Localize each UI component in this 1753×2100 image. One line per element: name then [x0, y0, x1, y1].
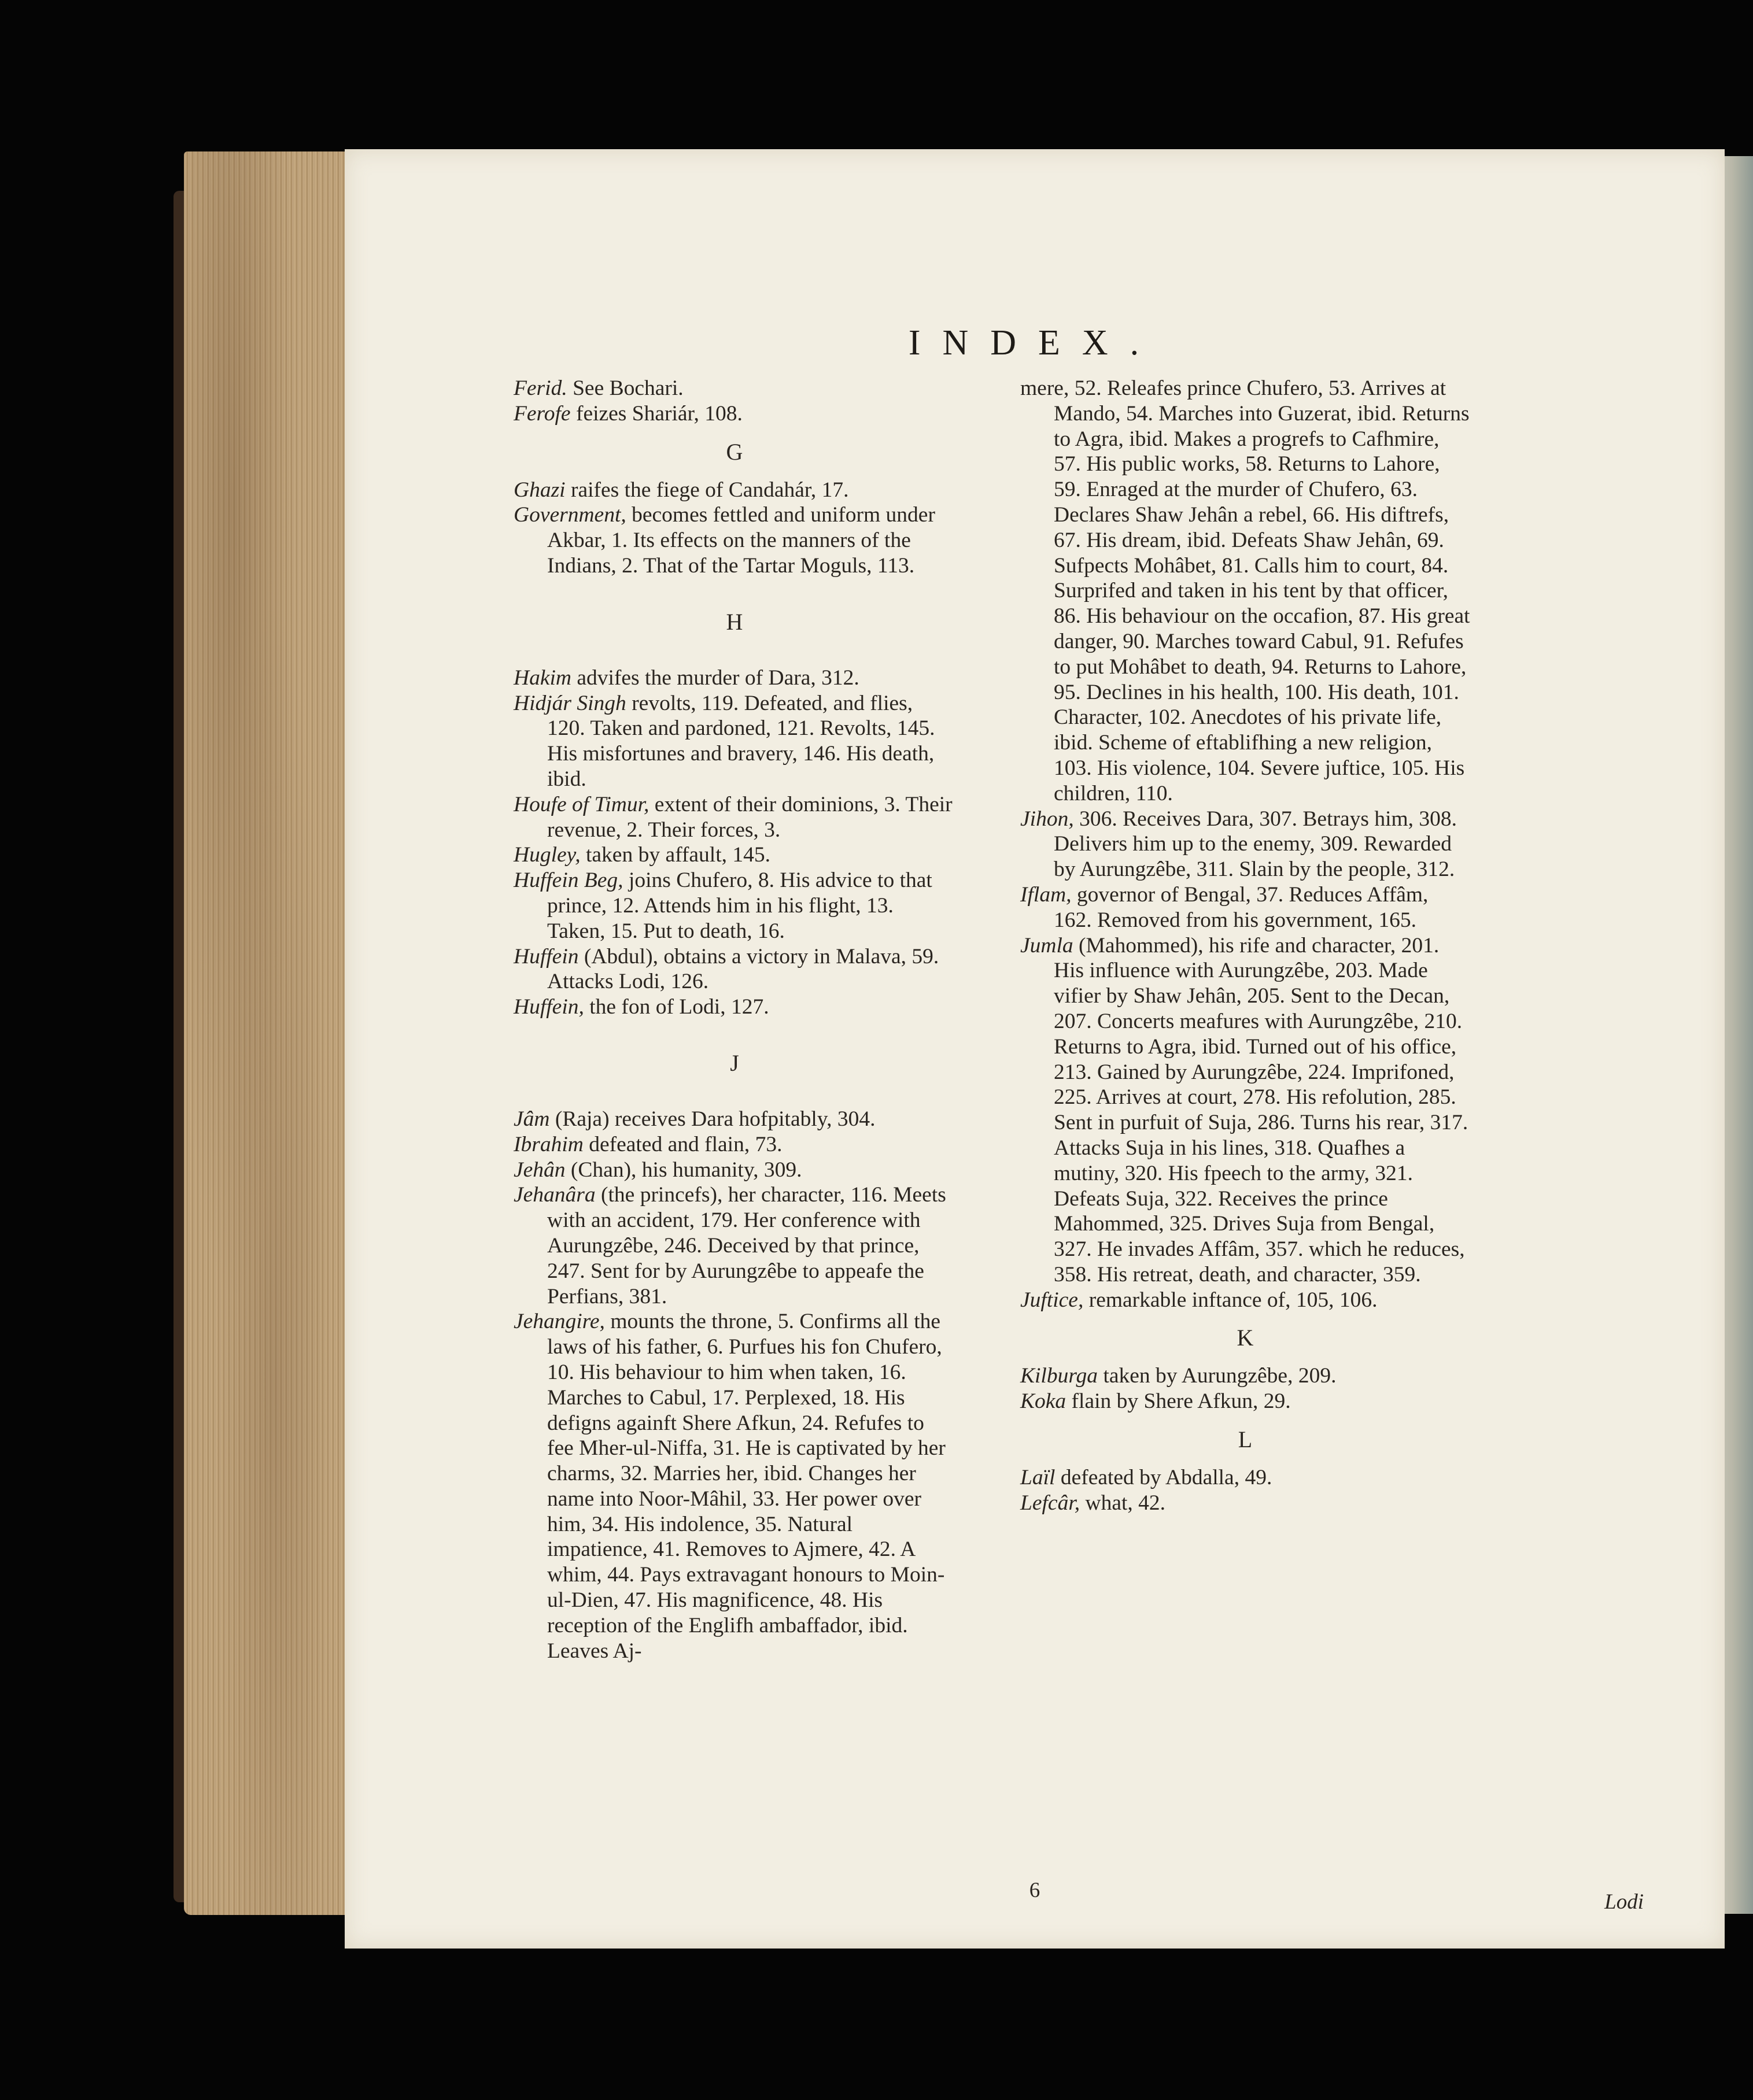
- entry-heading: Laïl: [1020, 1466, 1056, 1490]
- entry-heading: Jâm: [514, 1107, 550, 1131]
- index-entry: [1020, 933, 1470, 1288]
- section-letter: K: [1237, 1325, 1254, 1351]
- entry-heading: Huffein Beg,: [514, 868, 623, 893]
- entry-heading: Ghazi: [514, 478, 566, 502]
- entry-text: 306. Receives Dara, 307. Betrays him, 308. Delivers him up to the enemy, 309. Rewarded by Aurungzêbe, 311. Slain by the people, 312.: [1054, 807, 1457, 882]
- index-entry: [514, 1182, 955, 1309]
- entry-heading: Kilburga: [1020, 1364, 1098, 1388]
- entry-text: governor of Bengal, 37. Reduces Affâm, 162. Removed from his government, 165.: [1054, 882, 1429, 932]
- entry-text: what, 42.: [1080, 1491, 1166, 1515]
- index-entry: [514, 401, 955, 427]
- index-entry-continued: [1020, 376, 1470, 807]
- entry-heading: Huffein: [514, 944, 579, 968]
- entry-text: (Chan), his humanity, 309.: [565, 1158, 802, 1182]
- index-entry: [514, 792, 955, 843]
- index-entry: [514, 1158, 955, 1183]
- entry-heading: Jumla: [1020, 933, 1073, 957]
- index-entry: [514, 868, 955, 944]
- entry-text: raifes the fiege of Candahár, 17.: [565, 478, 849, 502]
- entry-text: the fon of Lodi, 127.: [584, 995, 769, 1019]
- entry-text: taken by affault, 145.: [580, 843, 770, 867]
- entry-text: mere, 52. Releafes prince Chufero, 53. Arrives at Mando, 54. Marches into Guzerat, ibid. Returns to Agra, ibid. Makes a progrefs to Cafhmire, 57. His public works, 58. Returns to Lahore, 59. Enraged at the murder of Chufero, 63. Declares Shaw Jehân a rebel, 66. His diftrefs, 67. His dream, ibid. Defeats Shaw Jehân, 69. Sufpects Mohâbet, 81. Calls him to court, 84. Surprifed and taken in his tent by that officer, 86. His behaviour on the occafion, 87. His great danger, 90. Marches toward Cabul, 91. Refufes to put Mohâbet to death, 94. Returns to Lahore, 95. Declines in his health, 100. His death, 101. Character, 102. Anecdotes of his private life, ibid. Scheme of eftablifhing a new religion, 103. His violence, 104. Severe juftice, 105. His children, 110.: [1020, 376, 1470, 805]
- index-entry: [514, 666, 955, 691]
- entry-text: defeated by Abdalla, 49.: [1055, 1466, 1272, 1490]
- index-entry: [514, 376, 955, 401]
- entry-heading: Ferid.: [514, 376, 567, 400]
- entry-text: See Bochari.: [567, 376, 684, 400]
- index-entry: [514, 1132, 955, 1158]
- index-entry: [514, 994, 955, 1020]
- entry-heading: Lefcâr,: [1020, 1491, 1080, 1515]
- entry-heading: Koka: [1020, 1389, 1066, 1414]
- page-fore-edge: [184, 151, 347, 1915]
- index-entry: [1020, 882, 1470, 933]
- entry-heading: Hakim: [514, 666, 571, 690]
- section-letter: L: [1238, 1426, 1253, 1453]
- index-page: [345, 149, 1725, 1949]
- index-entry: [514, 1309, 955, 1663]
- entry-heading: Jehanâra: [514, 1183, 596, 1207]
- signature-mark: 6: [1029, 1879, 1040, 1902]
- index-entry: [514, 944, 955, 995]
- index-entry: [514, 478, 955, 503]
- index-entry: [514, 502, 955, 578]
- index-entry: [514, 691, 955, 792]
- right-column: [1020, 376, 1470, 1516]
- entry-text: flain by Shere Afkun, 29.: [1066, 1389, 1291, 1414]
- entry-heading: Huffein,: [514, 995, 584, 1019]
- page-header: INDEX.: [908, 323, 1161, 363]
- entry-text: becomes fettled and uniform under Akbar, 1. Its effects on the manners of the Indians, 2. That of the Tartar Moguls, 113.: [547, 503, 935, 578]
- entry-heading: Ibrahim: [514, 1132, 584, 1156]
- entry-text: advifes the murder of Dara, 312.: [571, 666, 859, 690]
- entry-heading: Jehân: [514, 1158, 566, 1182]
- index-entry: [1020, 1288, 1470, 1313]
- entry-heading: Houfe of Timur,: [514, 792, 649, 816]
- index-entry: [1020, 1363, 1470, 1389]
- entry-text: (Raja) receives Dara hofpitably, 304.: [549, 1107, 876, 1131]
- section-letter: J: [730, 1049, 739, 1076]
- entry-heading: Hugley,: [514, 843, 581, 867]
- section-letter: G: [726, 438, 743, 465]
- entry-text: remarkable inftance of, 105, 106.: [1083, 1288, 1378, 1312]
- entry-heading: Juftice,: [1020, 1288, 1084, 1312]
- entry-text: defeated and flain, 73.: [583, 1132, 783, 1156]
- section-letter: H: [726, 608, 743, 635]
- index-entry: [1020, 1491, 1470, 1516]
- entry-heading: Government,: [514, 503, 626, 527]
- entry-heading: Hidjár Singh: [514, 691, 626, 715]
- entry-heading: Jehangire,: [514, 1310, 605, 1334]
- index-entry: [1020, 807, 1470, 882]
- entry-text: feizes Shariár, 108.: [570, 401, 743, 426]
- index-entry: [514, 842, 955, 868]
- entry-heading: Jihon,: [1020, 807, 1074, 831]
- entry-heading: Iflam,: [1020, 882, 1072, 907]
- entry-text: mounts the throne, 5. Confirms all the laws of his father, 6. Purfues his fon Chufero, 10. His behaviour to him when taken, 16. Marches to Cabul, 17. Perplexed, 18. His defigns againft Shere Afkun, 24. Refufes to fee Mher-ul-Niffa, 31. He is captivated by her charms, 32. Marries her, ibid. Changes her name into Noor-Mâhil, 33. Her power over him, 34. His indolence, 35. Natural impatience, 41. Removes to Ajmere, 42. A whim, 44. Pays extravagant honours to Moin-ul-Dien, 47. His magnificence, 48. His reception of the Englifh ambaffador, ibid. Leaves Aj-: [547, 1310, 946, 1663]
- entry-text: (Mahommed), his rife and character, 201. His influence with Aurungzêbe, 203. Made vifier by Shaw Jehân, 205. Sent to the Decan, 207. Concerts meafures with Aurungzêbe, 210. Returns to Agra, ibid. Turned out of his office, 213. Gained by Aurungzêbe, 224. Imprifoned, 225. Arrives at court, 278. His refolution, 285. Sent in purfuit of Suja, 286. Turns his rear, 317. Attacks Suja in his lines, 318. Quafhes a mutiny, 320. His fpeech to the army, 321. Defeats Suja, 322. Receives the prince Mahommed, 325. Drives Suja from Bengal, 327. He invades Affâm, 357. which he reduces, 358. His retreat, death, and character, 359.: [1054, 933, 1468, 1286]
- index-entry: [1020, 1465, 1470, 1491]
- index-entry: [514, 1107, 955, 1132]
- catchword: Lodi: [1604, 1890, 1644, 1914]
- index-entry: [1020, 1389, 1470, 1414]
- left-column: [514, 376, 955, 1663]
- entry-text: joins Chufero, 8. His advice to that prince, 12. Attends him in his flight, 13. Taken, 15. Put to death, 16.: [547, 868, 932, 943]
- entry-heading: Ferofe: [514, 401, 571, 426]
- entry-text: extent of their dominions, 3. Their revenue, 2. Their forces, 3.: [547, 792, 953, 842]
- entry-text: taken by Aurungzêbe, 209.: [1098, 1364, 1337, 1388]
- entry-text: (Abdul), obtains a victory in Malava, 59. Attacks Lodi, 126.: [547, 944, 939, 994]
- entry-text: revolts, 119. Defeated, and flies, 120. Taken and pardoned, 121. Revolts, 145. His misfortunes and bravery, 146. His death, ibid.: [547, 691, 935, 791]
- entry-text: (the princefs), her character, 116. Meets with an accident, 179. Her conference with Aurungzêbe, 246. Deceived by that prince, 247. Sent for by Aurungzêbe to appeafe the Perfians, 381.: [547, 1183, 946, 1308]
